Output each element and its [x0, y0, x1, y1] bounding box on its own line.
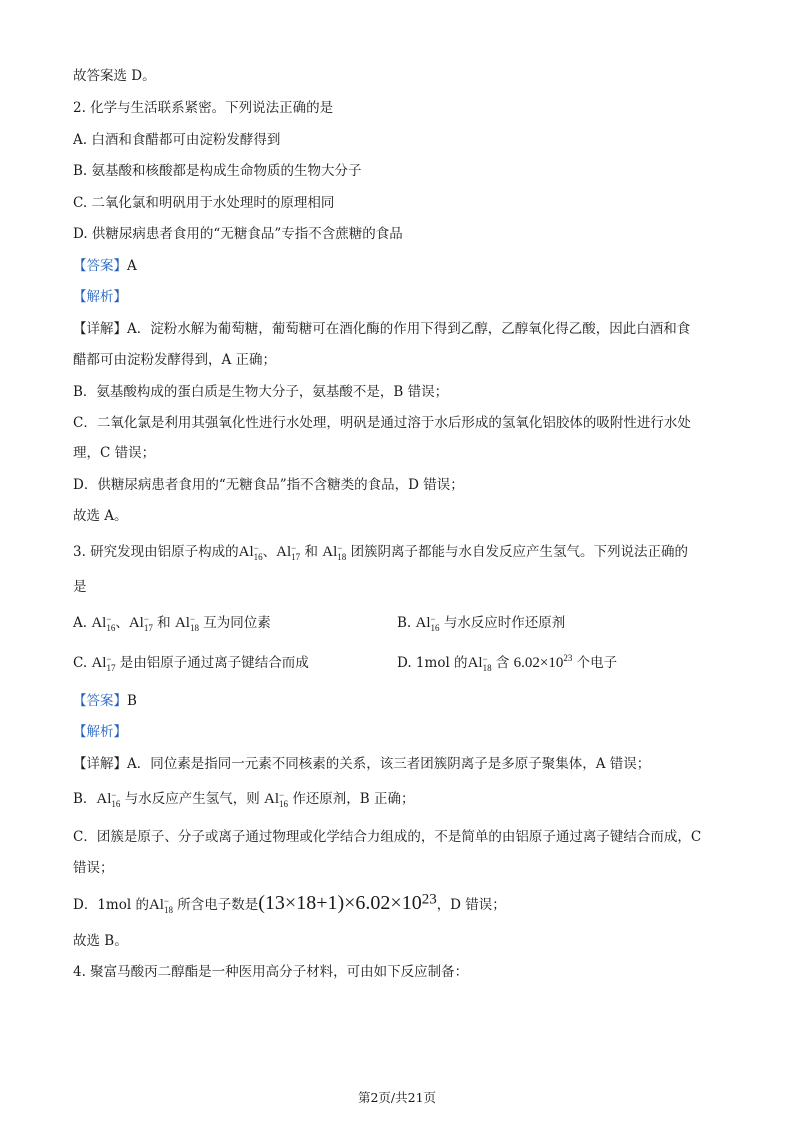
q1-conclusion: 故答案选 D。: [73, 68, 156, 84]
q2-answer: [73, 256, 137, 276]
ion-al17: Al − 17: [276, 542, 301, 562]
q2-option-c: C. 二氧化氯和明矾用于水处理时的原理相同: [73, 195, 335, 211]
q3-detail-3: C．团簇是原子、分子或离子通过物理或化学结合力组成的，不是简单的由铝原子通过离子键结合而成，C: [73, 829, 702, 845]
ion-al18: Al − 18: [322, 542, 347, 562]
page-footer: 第2页/共21页: [357, 1090, 437, 1105]
ion-al16: Al − 16: [238, 542, 263, 562]
q2-detail-1: [73, 319, 690, 339]
q3-detail-1: 【详解】A．同位素是指同一元素不同核素的关系，该三者团簇阴离子是多原子聚集体，A 错误；: [73, 756, 651, 772]
q3-option-b: B. Al − 16 与水反应时作还原剂: [397, 613, 566, 633]
q4-stem: 4. 聚富马酸丙二醇酯是一种医用高分子材料，可由如下反应制备：: [73, 964, 469, 980]
q2-stem: 2. 化学与生活联系紧密。下列说法正确的是: [73, 100, 334, 116]
answer-value: B: [127, 693, 137, 709]
q3-detail-2: B．Al − 16 与水反应产生氢气，则 Al − 16 作还原剂，B 正确；: [73, 789, 415, 809]
q3-stem: 3. 研究发现由铝原子构成的Al − 16 、Al − 17 和 Al − 18 团簇阴离子都能与水自发反应产生氢气。下列说法正确的: [73, 542, 689, 562]
q3-detail-3b: 错误；: [73, 860, 114, 876]
q3-conclusion: 故选 B。: [73, 933, 128, 949]
detail-tag: 【详解】: [73, 756, 127, 772]
q2-conclusion: 故选 A。: [73, 508, 128, 524]
q2-option-d: D. 供糖尿病患者食用的“无糖食品”专指不含蔗糖的食品: [73, 226, 403, 242]
q3-option-d: D. 1mol 的Al − 18 含 $6.02\times 10^{23}$ 个电子: [397, 653, 618, 673]
q2-analysis-tag: [73, 287, 127, 307]
q2-detail-3: C．二氧化氯是利用其强氧化性进行水处理，明矾是通过溶于水后形成的氢氧化铝胶体的吸附性进行水处: [73, 415, 691, 431]
detail-tag: 【详解】: [73, 321, 127, 337]
answer-tag: 【答案】: [73, 258, 127, 274]
q3-detail-4: D．1mol 的Al − 18 所含电子数是$(13\times 18+1)\times 6.02\times 10^{23}$，D 错误；: [73, 891, 506, 915]
q2-option-b: B. 氨基酸和核酸都是构成生命物质的生物大分子: [73, 163, 362, 179]
q2-detail-3b: 理，C 错误；: [73, 445, 156, 461]
answer-tag: 【答案】: [73, 693, 127, 709]
q3-option-c: C. Al − 17 是由铝原子通过离子键结合而成: [73, 653, 309, 673]
q2-option-a: A. 白酒和食醋都可由淀粉发酵得到: [73, 132, 281, 148]
analysis-tag: 【解析】: [73, 724, 127, 740]
q3-answer: [73, 691, 137, 711]
q2-detail-2: B．氨基酸构成的蛋白质是生物大分子，氨基酸不是，B 错误；: [73, 384, 449, 400]
q2-detail-1b: 醋都可由淀粉发酵得到，A 正确；: [73, 352, 277, 368]
q3-analysis-tag: [73, 722, 127, 742]
q3-option-a: A. Al − 16 、Al − 17 和 Al − 18 互为同位素: [73, 613, 271, 633]
q3-stem-cont: 是: [73, 579, 87, 595]
detail-text: A．淀粉水解为葡萄糖，葡萄糖可在酒化酶的作用下得到乙醇，乙醇氧化得乙酸，因此白酒和食: [127, 321, 691, 337]
analysis-tag: 【解析】: [73, 289, 127, 305]
q2-detail-4: D．供糖尿病患者食用的“无糖食品”指不含糖类的食品，D 错误；: [73, 477, 464, 493]
answer-value: A: [127, 258, 137, 274]
